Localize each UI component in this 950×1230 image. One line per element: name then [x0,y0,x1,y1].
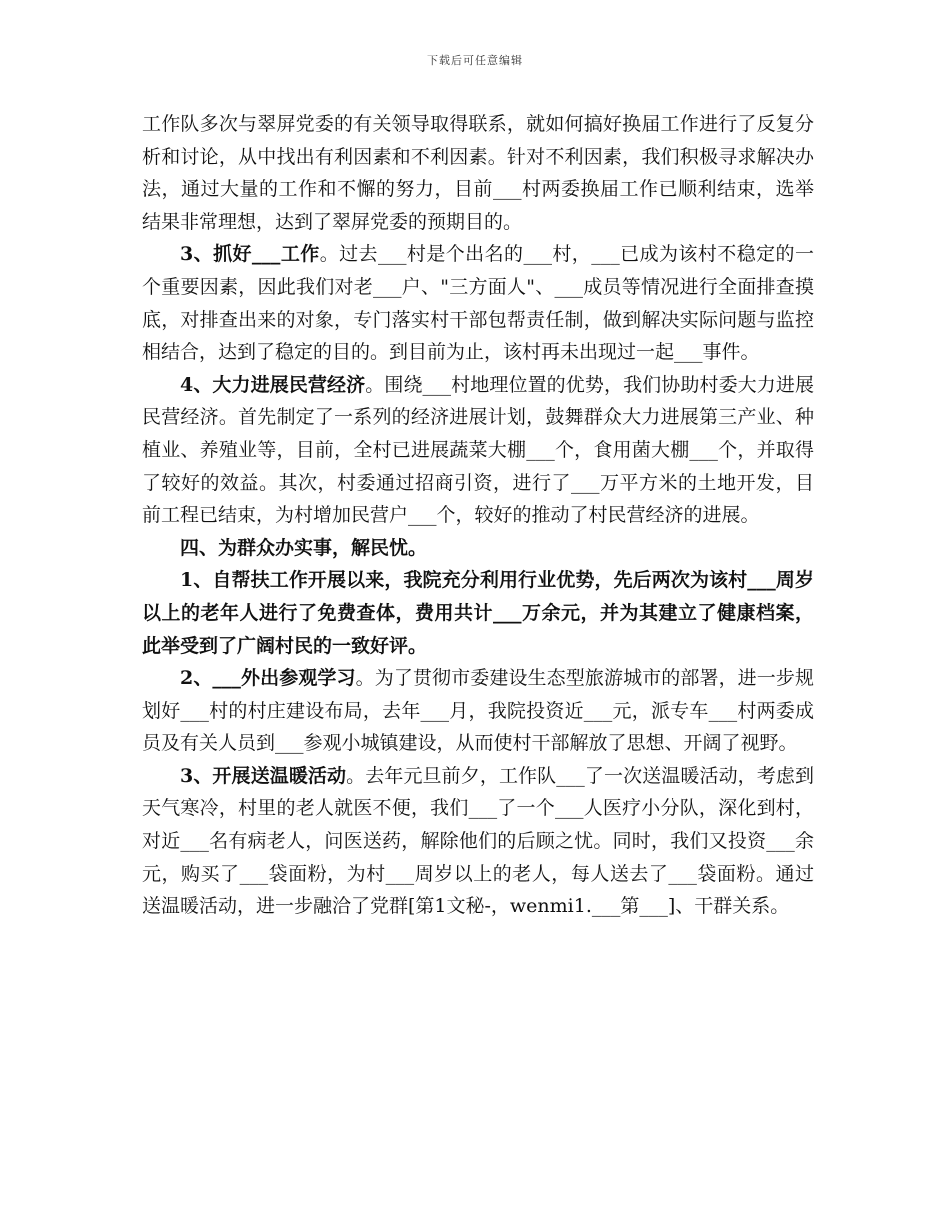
paragraph-7 [142,760,814,923]
paragraph-5-lead: 1、自帮扶工作开展以来，我院充分利用行业优势，先后两次为该村___周岁以上的老年人进行了免费查体，费用共计___万余元，并为其建立了健康档案，此举受到了广阔村民的一致好评。 [142,569,814,657]
paragraph-3 [142,369,814,532]
page-header: 下载后可任意编辑 [427,54,523,67]
paragraph-6 [142,662,814,760]
paragraph-5 [142,564,814,662]
paragraph-2-lead: 3、抓好___工作 [180,243,320,266]
paragraph-6-text: 。为了贯彻市委建设生态型旅游城市的部署，进一步规划好___村的村庄建设布局，去年___月，我院投资近___元，派专车___村两委成员及有关人员到___参观小城镇建设，从而使村干部解放了思想、开阔了视野。 [142,667,814,755]
paragraph-2-text: 。过去___村是个出名的___村，___已成为该村不稳定的一个重要因素，因此我们对老___户、"三方面人"、___成员等情况进行全面排查摸底，对排查出来的对象，专门落实村干部包帮责任制，做到解决实际问题与监控相结合，达到了稳定的目的。到目前为止，该村再未出现过一起___事件。 [142,243,814,364]
paragraph-3-text: 。围绕___村地理位置的优势，我们协助村委大力进展民营经济。首先制定了一系列的经济进展计划，鼓舞群众大力进展第三产业、种植业、养殖业等，目前，全村已进展蔬菜大棚___个，食用菌大棚___个，并取得了较好的效益。其次，村委通过招商引资，进行了___万平方米的土地开发，目前工程已结束，为村增加民营户___个，较好的推动了村民营经济的进展。 [142,373,814,527]
paragraph-2 [142,238,814,368]
document-body [142,108,814,923]
paragraph-7-text: 。去年元旦前夕，工作队___了一次送温暖活动，考虑到天气寒冷，村里的老人就医不便，我们___了一个___人医疗小分队，深化到村，对近___名有病老人，问医送药，解除他们的后顾之忧。同时，我们又投资___余元，购买了___袋面粉，为村___周岁以上的老人，每人送去了___袋面粉。通过送温暖活动，进一步融洽了党群[第1文秘-，wenmi1.___第___]、干群关系。 [142,764,814,918]
section-heading-4 [142,532,814,565]
paragraph-3-lead: 4、大力进展民营经济 [180,373,366,396]
paragraph-7-lead: 3、开展送温暖活动 [180,764,347,787]
paragraph-1 [142,108,814,238]
section-heading-4-lead: 四、为群众办实事，解民忧。 [180,536,428,559]
paragraph-6-lead: 2、___外出参观学习 [180,667,356,690]
paragraph-1-text: 工作队多次与翠屏党委的有关领导取得联系，就如何搞好换届工作进行了反复分析和讨论，从中找出有利因素和不利因素。针对不利因素，我们积极寻求解决办法，通过大量的工作和不懈的努力，目前___村两委换届工作已顺利结束，选举结果非常理想，达到了翠屏党委的预期目的。 [142,113,814,233]
